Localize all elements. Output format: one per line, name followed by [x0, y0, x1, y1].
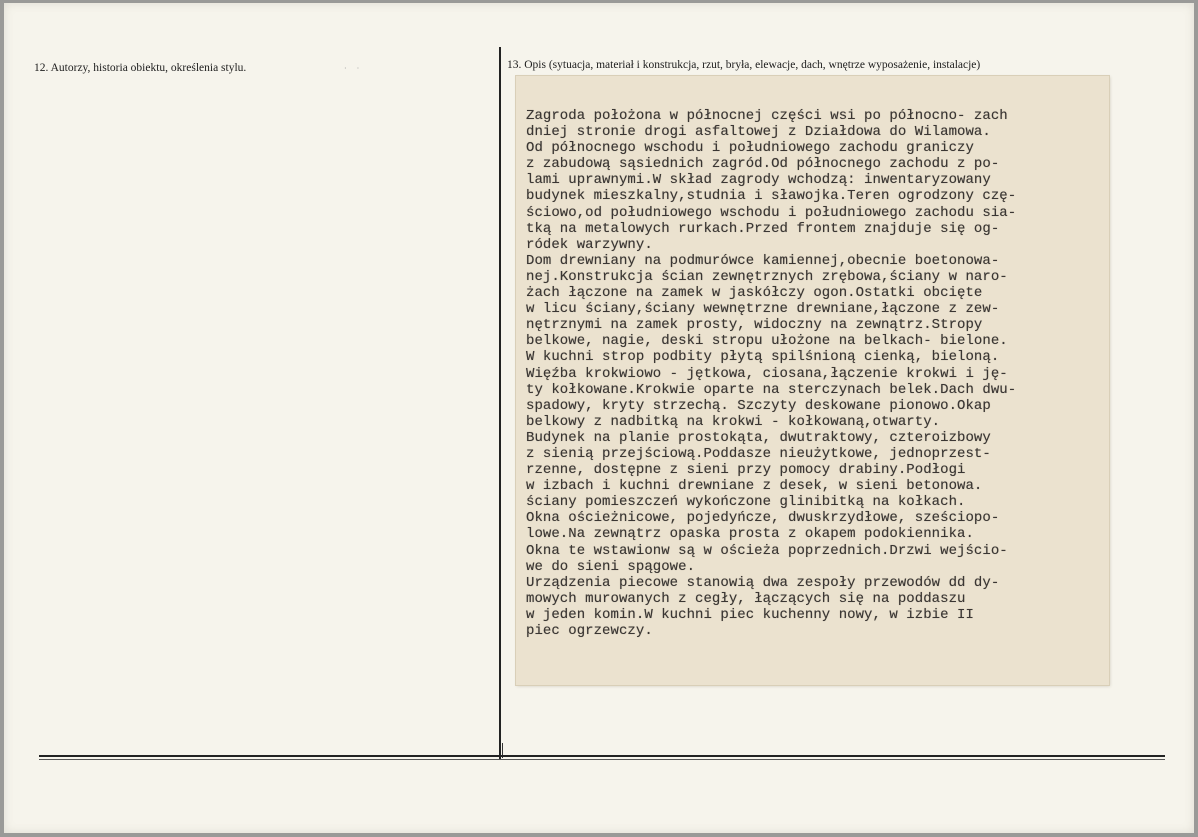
inventory-card-sheet [4, 3, 1194, 833]
typed-line: w izbach i kuchni drewniane z desek, w sieni betonowa. [526, 478, 983, 495]
typed-line: Okna te wstawionw są w ościeża poprzednich.Drzwi wejścio- [526, 542, 1008, 559]
typed-line: Więźba krokwiowo - jętkowa, ciosana,łączenie krokwi i ję- [526, 365, 1008, 382]
typed-line: mowych murowanych z cegły, łączących się na poddaszu [526, 590, 966, 607]
typed-line: tką na metalowych rurkach.Przed frontem znajduje się og- [526, 220, 1000, 237]
typed-line: Od północnego wschodu i południowego zachodu graniczy [526, 140, 974, 157]
typed-line: w licu ściany,ściany wewnętrzne drewniane,łączone z zew- [526, 301, 1000, 318]
bottom-rule-thin [39, 759, 1165, 760]
section-13-heading: 13. Opis (sytuacja, materiał i konstrukcja, rzut, bryła, elewacje, dach, wnętrze wyposażenie, instalacje) [507, 59, 981, 71]
typed-line: lami uprawnymi.W skład zagrody wchodzą: inwentaryzowany [526, 172, 991, 189]
typewritten-description [526, 108, 1016, 639]
typed-line: Budynek na planie prostokąta, dwutraktowy, czteroizbowy [526, 429, 991, 446]
typed-line: ściowo,od południowego wschodu i południowego zachodu sia- [526, 204, 1017, 221]
typed-line: spadowy, kryty strzechą. Szczyty deskowane pionowo.Okap [526, 397, 991, 414]
bottom-rule [39, 755, 1165, 757]
typed-line: nętrznymi na zamek prosty, widoczny na zewnątrz.Stropy [526, 317, 983, 334]
typed-line: we do sieni spągowe. [526, 558, 696, 575]
typed-line: z sienią przejściową.Poddasze nieużytkowe, jednoprzest- [526, 445, 991, 462]
typed-line: ródek warzywny. [526, 236, 653, 253]
typed-line: Urządzenia piecowe stanowią dwa zespoły przewodów dd dy- [526, 574, 1000, 591]
typed-line: Zagroda położona w północnej części wsi po północno- zach [526, 108, 1008, 124]
typed-line: ty kołkowane.Krokwie oparte na sterczynach belek.Dach dwu- [526, 381, 1017, 398]
typed-line: budynek mieszkalny,studnia i sławojka.Teren ogrodzony czę- [526, 188, 1017, 205]
typed-line: rzenne, dostępne z sieni przy pomocy drabiny.Podłogi [526, 462, 966, 479]
typed-line: Okna ościeżnicowe, pojedyńcze, dwuskrzydłowe, sześciopo- [526, 510, 1000, 527]
typed-line: nej.Konstrukcja ścian zewnętrznych zrębowa,ściany w naro- [526, 268, 1008, 285]
typed-line: dniej stronie drogi asfaltowej z Działdowa do Wilamowa. [526, 124, 991, 141]
paper-specks: · · [344, 64, 364, 73]
typed-line: żach łączone na zamek w jaskółczy ogon.Ostatki obcięte [526, 285, 983, 302]
typed-line: piec ogrzewczy. [526, 623, 653, 639]
column-divider [499, 47, 501, 759]
typed-line: belkowy z nadbitką na krokwi - kołkowaną,otwarty. [526, 413, 941, 430]
typed-line: w jeden komin.W kuchni piec kuchenny nowy, w izbie II [526, 606, 974, 623]
typed-line: lowe.Na zewnątrz opaska prosta z okapem podokiennika. [526, 526, 974, 543]
typed-line: belkowe, nagie, deski stropu ułożone na belkach- bielone. [526, 333, 1008, 350]
section-12-heading: 12. Autorzy, historia obiektu, określenia stylu. [34, 62, 247, 74]
typed-line: ściany pomieszczeń wykończone glinibitką na kołkach. [526, 494, 966, 511]
typed-line: W kuchni strop podbity płytą spilśnioną cienką, bieloną. [526, 349, 1000, 366]
pasted-typewritten-slip [516, 76, 1109, 685]
typed-line: z zabudową sąsiednich zagród.Od północnego zachodu z po- [526, 156, 1000, 173]
typed-line: Dom drewniany na podmurówce kamiennej,obecnie boetonowa- [526, 252, 1000, 269]
